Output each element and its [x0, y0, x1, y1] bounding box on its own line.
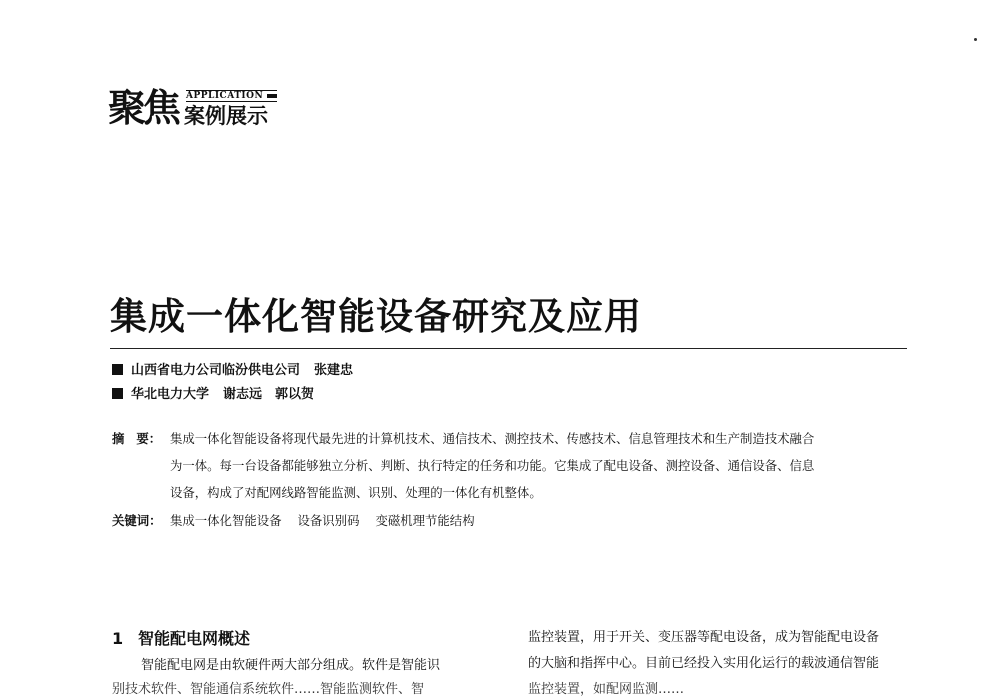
keywords-label: 关键词：	[112, 513, 162, 528]
section-heading	[112, 628, 250, 650]
bullet-square-icon	[112, 388, 123, 399]
author-line-1	[112, 362, 353, 380]
title-divider	[110, 348, 907, 349]
section-number: 1	[112, 629, 124, 648]
logo-english-label: APPLICATION	[186, 90, 277, 102]
abstract-label: 摘 要：	[112, 431, 162, 446]
article-title: 集成一体化智能设备研究及应用	[110, 295, 642, 338]
body-text-left: 智能配电网是由软硬件两大部分组成。软件是智能识	[141, 658, 441, 673]
author-org: 山西省电力公司临汾供电公司	[131, 363, 301, 378]
abstract-line: 集成一体化智能设备将现代最先进的计算机技术、通信技术、测控技术、传感技术、信息管理技术和生产制造技术融合	[170, 431, 815, 446]
keyword: 设备识别码	[297, 513, 360, 528]
bullet-square-icon	[112, 364, 123, 375]
scan-dot	[974, 38, 977, 41]
author-name: 张建忠	[314, 363, 354, 378]
logo-focus-text: 聚焦	[108, 86, 179, 130]
body-text-right-cut: 监控装置，如配网监测……	[528, 682, 685, 697]
author-org: 华北电力大学	[131, 387, 210, 402]
abstract-line: 设备，构成了对配网线路智能监测、识别、处理的一体化有机整体。	[170, 485, 542, 500]
body-text-right: 监控装置，用于开关、变压器等配电设备，成为智能配电设备	[528, 630, 880, 645]
keywords-list	[170, 512, 491, 530]
section-title: 智能配电网概述	[138, 629, 251, 648]
keyword: 变磁机理节能结构	[375, 513, 475, 528]
author-line-2	[112, 386, 314, 404]
abstract-line: 为一体。每一台设备都能够独立分析、判断、执行特定的任务和功能。它集成了配电设备、测控设备、通信设备、信息	[170, 458, 815, 473]
keyword: 集成一体化智能设备	[170, 513, 282, 528]
author-name: 谢志远 郭以贺	[223, 387, 315, 402]
body-text-right: 的大脑和指挥中心。目前已经投入实用化运行的载波通信智能	[528, 656, 880, 671]
body-text-left-cut: 别技术软件、智能通信系统软件……智能监测软件、智	[112, 682, 425, 697]
logo-case-text: 案例展示	[184, 104, 268, 128]
